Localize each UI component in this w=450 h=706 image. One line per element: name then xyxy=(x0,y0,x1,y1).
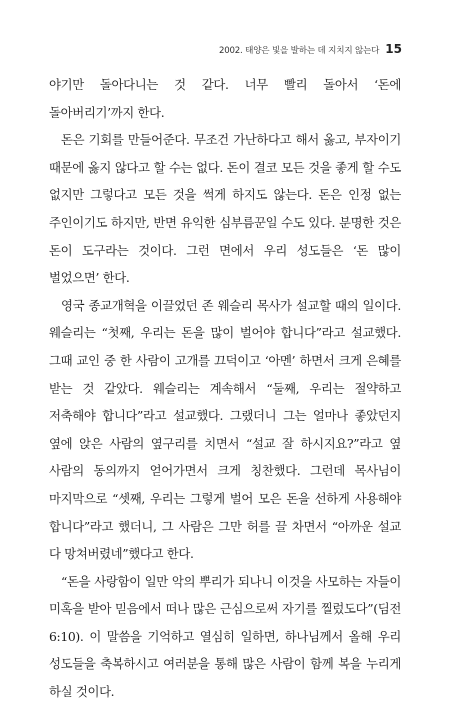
paragraph-scripture: “돈을 사랑함이 일만 악의 뿌리가 되나니 이것을 사모하는 자들이 미혹을 받아 믿음에서 떠나 많은 근심으로써 자기를 찔렀도다”(딤전 6:10). 이 말씀을 기억하고 열심히 일하면, 하나님께서 올해 우리 성도들을 축복하시고 여러분을 통해 많은 사람이 함께 복을 누리게 하실 것이다. xyxy=(49,573,401,700)
paragraph-continuation: 야기만 돌아다니는 것 같다. 너무 빨리 돌아서 ‘돈에 돌아버리기’까지 한다. xyxy=(49,77,401,120)
paragraph-money-opportunity: 돈은 기회를 만들어준다. 무조건 가난하다고 해서 옳고, 부자이기 때문에 옳지 않다고 할 수는 없다. 돈이 결코 모든 것을 좋게 할 수도 없지만 그렇다고 모든 것을 썩게 하지도 않는다. 돈은 인정 없는 주인이기도 하지만, 반면 유익한 심부름꾼일 수도 있다. 분명한 것은 돈이 도구라는 것이다. 그런 면에서 우리 성도들은 ‘돈 많이 벌었으면’ 한다. xyxy=(49,132,401,286)
page-number: 15 xyxy=(385,42,402,56)
running-header-title: 2002. 태양은 빛을 발하는 데 지치지 않는다 xyxy=(218,46,380,56)
running-header xyxy=(219,42,402,56)
body-text xyxy=(49,71,401,706)
paragraph-wesley-sermon: 영국 종교개혁을 이끌었던 존 웨슬리 목사가 설교할 때의 일이다. 웨슬리는 “첫째, 우리는 돈을 많이 벌어야 합니다”라고 설교했다. 그때 교인 중 한 사람이 고개를 끄덕이고 ‘아멘’ 하면서 크게 은혜를 받는 것 같았다. 웨슬리는 계속해서 “둘째, 우리는 절약하고 저축해야 합니다”라고 설교했다. 그랬더니 그는 얼마나 좋았던지 옆에 앉은 사람의 옆구리를 치면서 “설교 잘 하시지요?”라고 옆 사람의 동의까지 얻어가면서 크게 칭찬했다. 그런데 목사님이 마지막으로 “셋째, 우리는 그렇게 벌어 모은 돈을 선하게 사용해야 합니다”라고 했더니, 그 사람은 그만 허를 끌 차면서 “아까운 설교 다 망쳐버렸네”했다고 한다. xyxy=(49,297,401,562)
